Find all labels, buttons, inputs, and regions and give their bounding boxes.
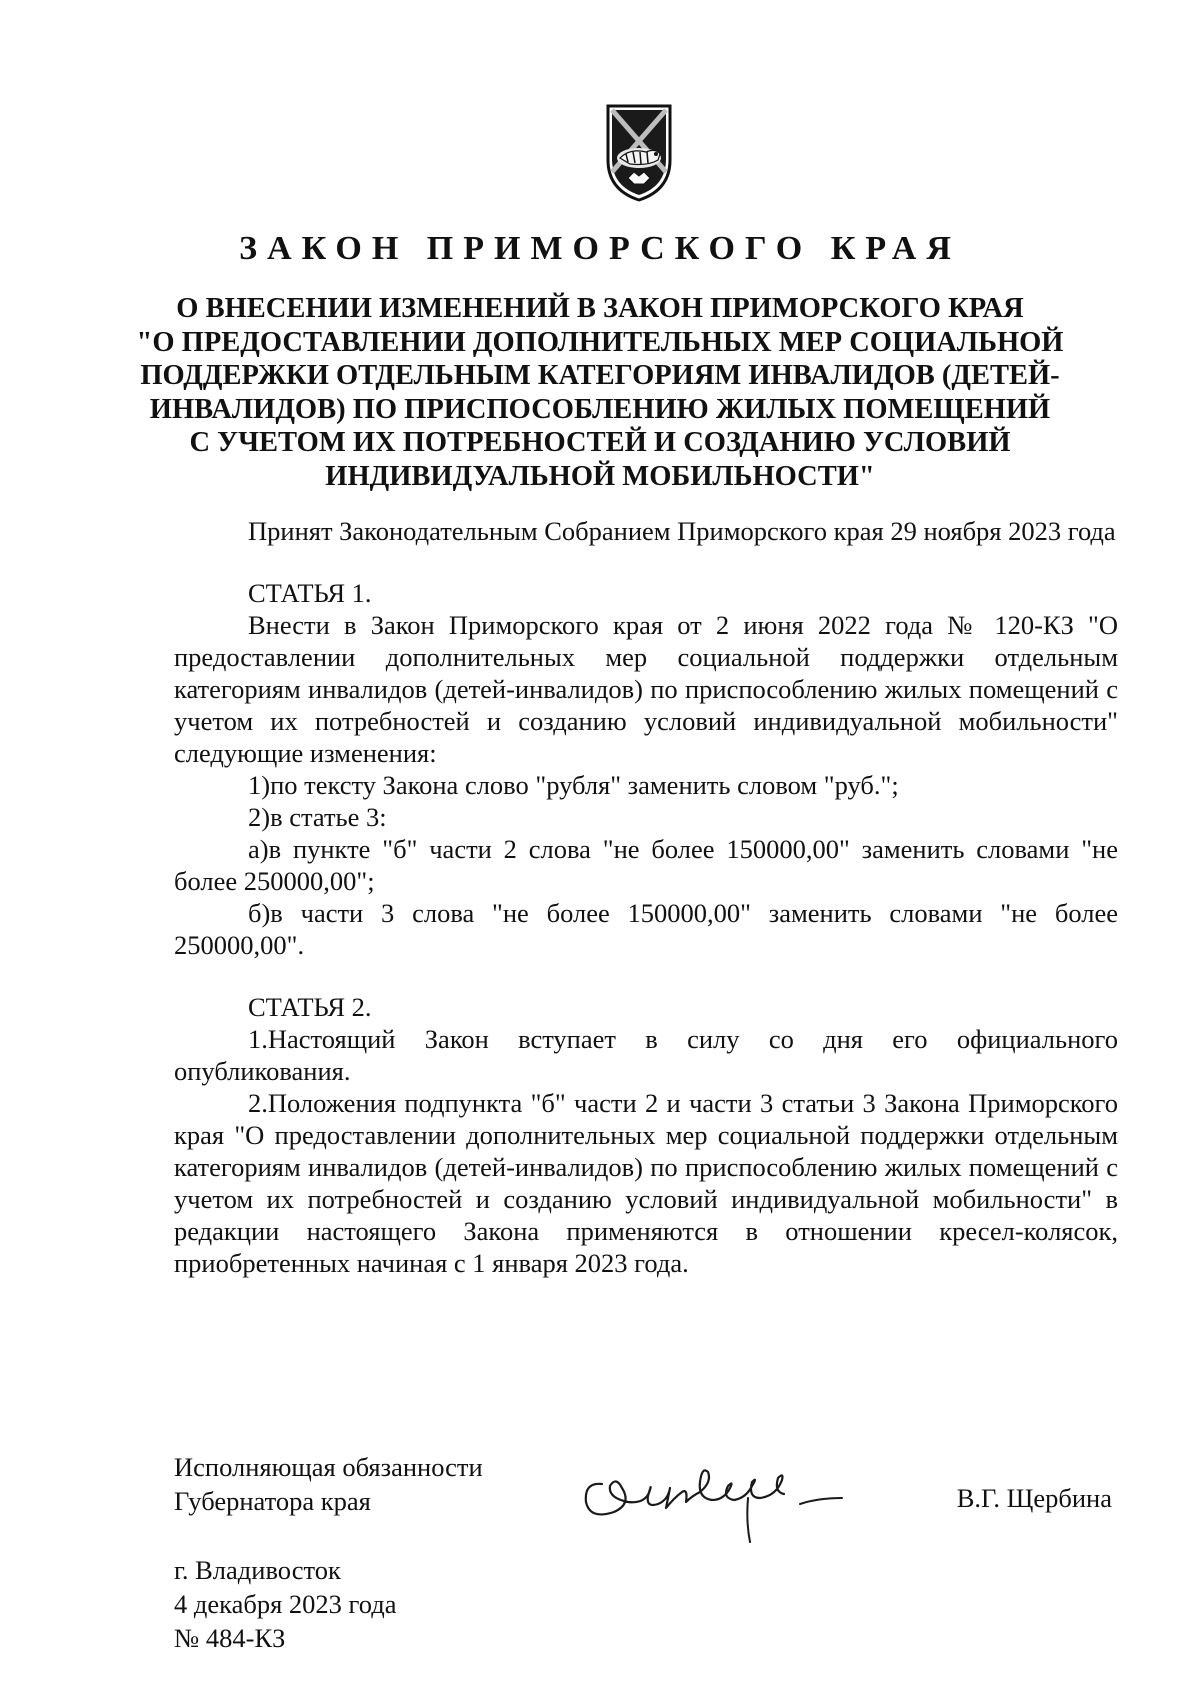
subtitle-line: ИНДИВИДУАЛЬНОЙ МОБИЛЬНОСТИ" xyxy=(325,460,875,492)
subtitle-line: "О ПРЕДОСТАВЛЕНИИ ДОПОЛНИТЕЛЬНЫХ МЕР СОЦИАЛЬНОЙ xyxy=(136,326,1064,358)
footer-date: 4 декабря 2023 года xyxy=(174,1589,397,1619)
subtitle-line: О ВНЕСЕНИИ ИЗМЕНЕНИЙ В ЗАКОН ПРИМОРСКОГО КРАЯ xyxy=(176,293,1024,324)
position-line: Губернатора края xyxy=(174,1486,371,1516)
handwritten-signature-icon xyxy=(562,1442,882,1552)
article-2-item-2: 2.Положения подпункта "б" части 2 и части 3 статьи 3 Закона Приморского края "О предоставлении дополнительных мер социальной поддержки отдельным категориям инвалидов (детей-инвалидов) по приспособлению жилых помещений с учетом их потребностей и созданию условий индивидуальной мобильности" в редакции настоящего Закона применяются в отношении кресел-колясок, приобретенных начиная с 1 января 2023 года. xyxy=(174,1088,1118,1278)
document-title: ЗАКОН ПРИМОРСКОГО КРАЯ xyxy=(239,230,961,267)
footer-number: № 484-КЗ xyxy=(174,1623,286,1653)
position-line: Исполняющая обязанности xyxy=(174,1452,483,1482)
adoption-note: Принят Законодательным Собранием Приморского края 29 ноября 2023 года xyxy=(248,516,1116,546)
document-body xyxy=(174,515,1118,1279)
signatory-position xyxy=(174,1450,483,1518)
article-1-heading: СТАТЬЯ 1. xyxy=(248,578,372,608)
signatory-name: В.Г. Щербина xyxy=(956,1483,1112,1513)
document-footer xyxy=(174,1553,396,1655)
subtitle-line: С УЧЕТОМ ИХ ПОТРЕБНОСТЕЙ И СОЗДАНИЮ УСЛОВИЙ xyxy=(189,427,1011,458)
article-1-item-2: 2)в статье 3: xyxy=(248,802,387,832)
article-2-item-1: 1.Настоящий Закон вступает в силу со дня его официального опубликования. xyxy=(174,1024,1118,1086)
law-subtitle xyxy=(0,292,1200,493)
article-1-item-2a: а)в пункте "б" части 2 слова "не более 150000,00" заменить словами "не более 250000,00"; xyxy=(174,834,1118,896)
coat-of-arms-icon xyxy=(600,102,678,204)
article-1-intro: Внести в Закон Приморского края от 2 июня 2022 года № 120-КЗ "О предоставлении дополнительных мер социальной поддержки отдельным категориям инвалидов (детей-инвалидов) по приспособлению жилых помещений с учетом их потребностей и созданию условий индивидуальной мобильности" следующие изменения: xyxy=(174,610,1118,768)
article-1-item-1: 1)по тексту Закона слово "рубля" заменить словом "руб."; xyxy=(248,770,899,800)
footer-city: г. Владивосток xyxy=(174,1555,341,1585)
subtitle-line: ПОДДЕРЖКИ ОТДЕЛЬНЫМ КАТЕГОРИЯМ ИНВАЛИДОВ (ДЕТЕЙ- xyxy=(140,360,1060,391)
subtitle-line: ИНВАЛИДОВ) ПО ПРИСПОСОБЛЕНИЮ ЖИЛЫХ ПОМЕЩЕНИЙ xyxy=(149,393,1051,425)
article-2-heading: СТАТЬЯ 2. xyxy=(248,992,372,1022)
article-1-item-2b: б)в части 3 слова "не более 150000,00" заменить словами "не более 250000,00". xyxy=(174,898,1118,960)
